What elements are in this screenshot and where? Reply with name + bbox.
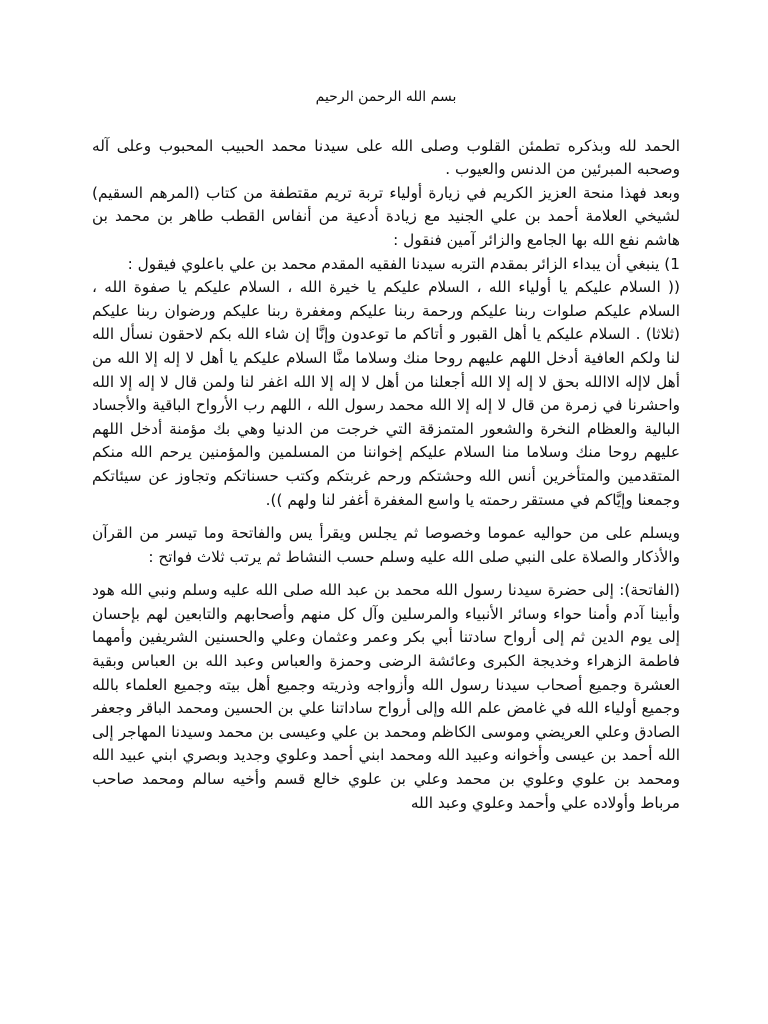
document-page (92, 86, 680, 815)
introduction-paragraph: وبعد فهذا منحة العزيز الكريم في زيارة أولياء تربة تريم مقتطفة من كتاب (المرهم السقيم) لشيخي العلامة أحمد بن علي الجنيد مع زيادة أدعية من أنفاس القطب طاهر بن محمد بن هاشم نفع الله بها الجامع والزائر آمين فنقول : (92, 183, 680, 249)
recitation-instructions-paragraph: ويسلم على من حواليه عموما وخصوصا ثم يجلس ويقرأ يس والفاتحة وما تيسر من القرآن والأذكار والصلاة على النبي صلى الله عليه وسلم حسب النشاط ثم يرتب ثلاث فواتح : (92, 524, 680, 566)
step-one-paragraph: 1) ينبغي أن يبداء الزائر بمقدم التربه سيدنا الفقيه المقدم محمد بن علي باعلوي فيقول : (127, 254, 680, 273)
fatiha-dedication-paragraph: (الفاتحة): إلى حضرة سيدنا رسول الله محمد بن عبد الله صلى الله عليه وسلم ونبي الله هود وأبينا آدم وأمنا حواء وسائر الأنبياء والمرسلين وآل كل منهم وأصحابهم والتابعين لهم بإحسان إلى يوم الدين ثم إلى أرواح سادتنا أبي بكر وعمر وعثمان وعلي والحسنين الشريفين وأمهما فاطمة الزهراء وخديجة الكبرى وعائشة الرضى وحمزة والعباس وعبد الله بن العباس وبقية العشرة وجميع أصحاب سيدنا رسول الله وأزواجه وذريته وجميع أهل بيته وجميع العلماء بالله وجميع أولياء الله في غامض علم الله وإلى أرواح ساداتنا علي بن الحسين ومحمد الباقر وجعفر الصادق وعلي العريضي وموسى الكاظم ومحمد بن علي وعيسى بن محمد وسيدنا المهاجر إلى الله أحمد بن عيسى وأخوانه وعبيد الله ومحمد ابني أحمد وعلوي وجديد وبصري ابني عبيد الله ومحمد بن علوي وعلوي بن محمد وعلي بن علوي خالع قسم وأخيه سالم ومحمد صاحب مرباط وأولاده علي وأحمد وعلوي وعبد الله (92, 581, 680, 812)
opening-praise-paragraph: الحمد لله وبذكره تطمئن القلوب وصلى الله على سيدنا محمد الحبيب المحبوب وعلى آله وصحبه المبرئين من الدنس والعيوب . (92, 136, 680, 179)
basmala-heading: بسم الله الرحمن الرحيم (315, 89, 457, 105)
salutation-prayer-paragraph: (( السلام عليكم يا أولياء الله ، السلام عليكم يا خيرة الله ، السلام عليكم يا صفوة الله ، السلام عليكم صلوات ربنا عليكم ورحمة ربنا عليكم ومغفرة ربنا عليكم ورضوان ربنا عليكم (ثلاثا) . السلام عليكم يا أهل القبور و أتاكم ما توعدون وإنَّا إن شاء الله بكم لاحقون نسأل الله لنا ولكم العافية أدخل اللهم عليهم روحا منك وسلاما منَّا السلام عليكم يا أهل لا إله إلا الله من أهل لاإله الاالله بحق لا إله إلا الله أجعلنا من أهل لا إله إلا الله اغفر لنا ولمن قال لا إله إلا الله واحشرنا في زمرة من قال لا إله إلا الله محمد رسول الله ، اللهم رب الأرواح الباقية والأجساد البالية والعظام النخرة والشعور المتمزقة التي خرجت من الدنيا وهي بك مؤمنة أدخل اللهم عليهم روحا منك وسلاما منا السلام عليكم إخواننا من المسلمين والمؤمنين يرحم الله منكم المتقدمين والمتأخرين أنس الله وحشتكم ورحم غربتكم وكتب حسناتكم وتجاوز عن سيئاتكم وجمعنا وإيَّاكم في مستقر رحمته يا واسع المغفرة أغفر لنا ولهم )). (92, 278, 680, 509)
